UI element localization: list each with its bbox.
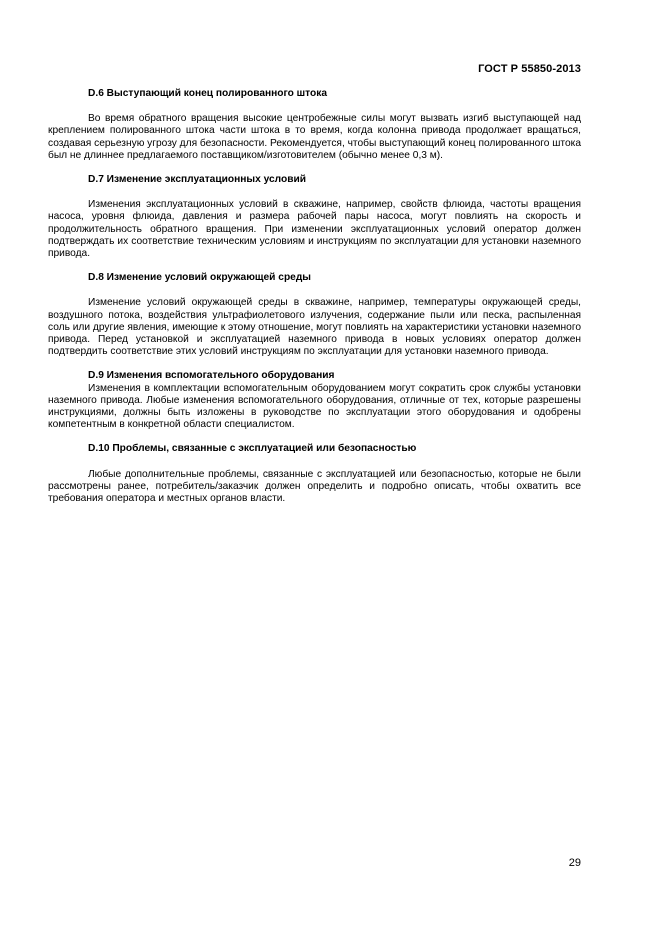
section-d7 [48, 174, 581, 260]
document-body [48, 88, 581, 505]
section-d8 [48, 272, 581, 358]
section-heading: D.6 Выступающий конец полированного штока [88, 88, 328, 99]
section-paragraph: Изменение условий окружающей среды в скважине, например, температуры окружающей среды, воздушного потока, воздействия ультрафиолетового излучения, содержание пыли или песка, распыленная соль или другие явления, имеющие к этому отношение, могут повлиять на характеристики установки наземного привода. Перед установкой и эксплуатацией наземного привода в новых условиях оператор должен подтвердить соответствие этих условий инструкциям по эксплуатации для установки наземного привода. [48, 297, 581, 358]
section-paragraph: Изменения в комплектации вспомогательным оборудованием могут сократить срок службы установки наземного привода. Любые изменения вспомогательного оборудования, отличные от тех, которые разрешены инструкциями, должны быть изложены в руководстве по эксплуатации этого оборудования и одобрены компетентным в конкретной области специалистом. [48, 382, 581, 431]
section-paragraph: Изменения эксплуатационных условий в скважине, например, свойств флюида, частоты вращения насоса, уровня флюида, давления и размера рабочей пары насоса, могут повлиять на скорость и продолжительность обратного вращения. При изменении эксплуатационных условий оператор должен подтверждать их соответствие техническим условиям и инструкциям по эксплуатации для установки наземного привода. [48, 199, 581, 260]
section-heading: D.8 Изменение условий окружающей среды [88, 272, 311, 284]
section-d10 [48, 443, 581, 505]
document-code: ГОСТ Р 55850-2013 [478, 63, 581, 75]
section-paragraph: Во время обратного вращения высокие центробежные силы могут вызвать изгиб выступающей над креплением полированного штока части штока в то время, когда колонна привода продолжает вращаться, создавая серьезную угрозу для безопасности. Рекомендуется, чтобы выступающий конец полированного штока был не длиннее предлагаемого поставщиком/изготовителем (обычно менее 0,3 м). [48, 113, 581, 161]
section-d9 [48, 370, 581, 431]
section-heading: D.9 Изменения вспомогательного оборудования [88, 370, 335, 382]
page-number: 29 [568, 857, 581, 869]
section-heading: D.10 Проблемы, связанные с эксплуатацией или безопасностью [88, 443, 417, 455]
section-heading: D.7 Изменение эксплуатационных условий [88, 174, 307, 186]
section-d6 [48, 88, 581, 162]
section-paragraph: Любые дополнительные проблемы, связанные с эксплуатацией или безопасностью, которые не были рассмотрены ранее, потребитель/заказчик должен определить и подробно описать, чтобы охватить все требования оператора и местных органов власти. [48, 468, 581, 505]
